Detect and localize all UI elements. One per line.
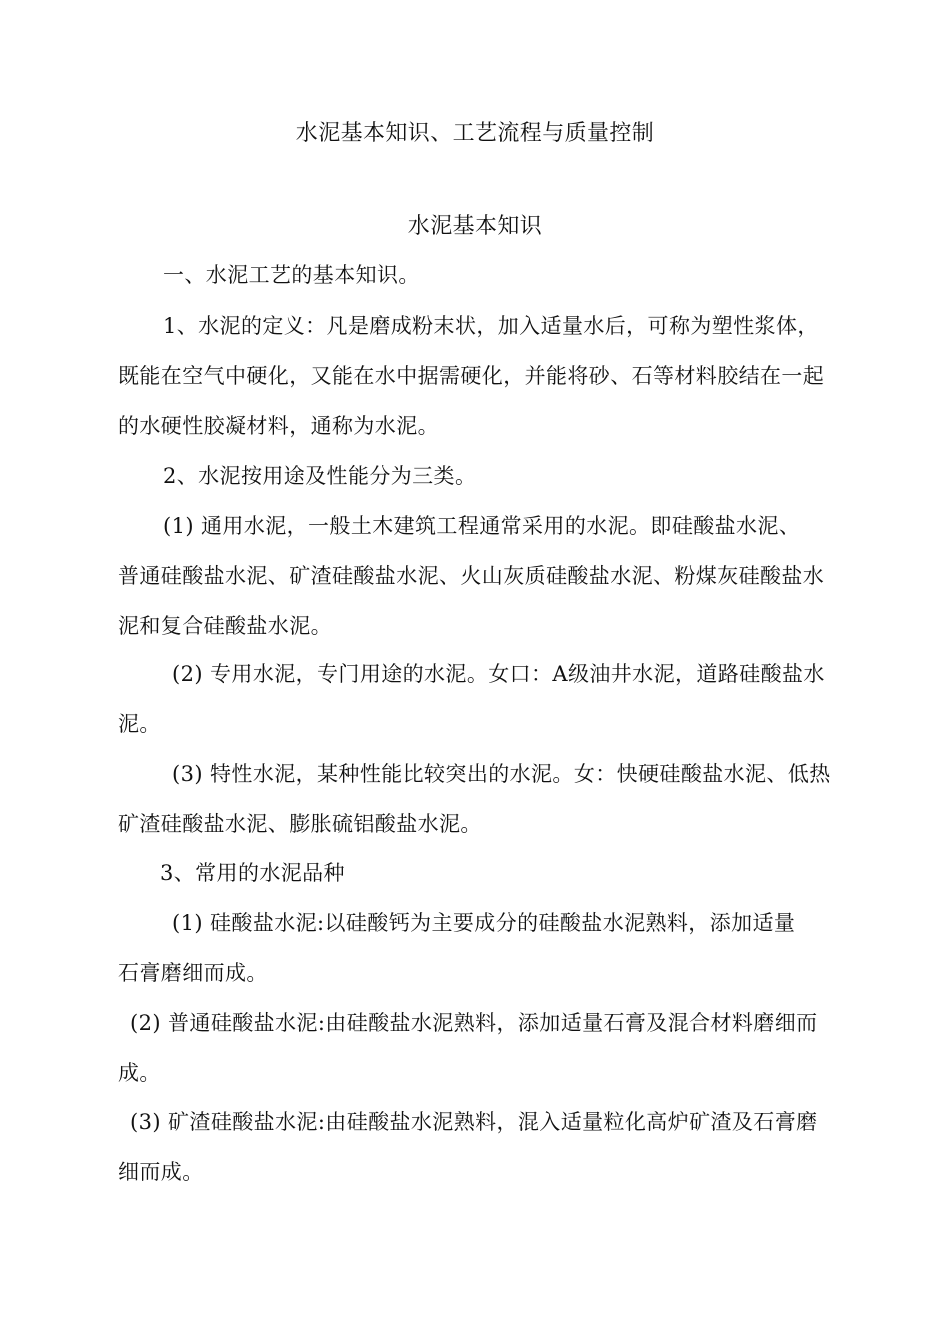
paragraph-line: (3) 矿渣硅酸盐水泥:由硅酸盐水泥熟料，混入适量粒化高炉矿渣及石膏磨 [130,1110,818,1134]
paragraph-line: 3、常用的水泥品种 [160,861,345,885]
paragraph-line: 泥。 [118,712,161,736]
paragraph-line: 成。 [118,1061,161,1085]
paragraph-line: 2、水泥按用途及性能分为三类。 [163,464,477,488]
paragraph-line: 普通硅酸盐水泥、矿渣硅酸盐水泥、火山灰质硅酸盐水泥、粉煤灰硅酸盐水 [118,564,825,588]
paragraph-line: 既能在空气中硬化，又能在水中据需硬化，并能将砂、石等材料胶结在一起 [118,364,825,388]
paragraph-line: 矿渣硅酸盐水泥、膨胀硫铝酸盐水泥。 [118,812,482,836]
document-title: 水泥基本知识、工艺流程与质量控制 [295,121,655,146]
paragraph-line: 1、水泥的定义：凡是磨成粉末状，加入适量水后，可称为塑性浆体， [163,314,819,338]
paragraph-line: (3) 特性水泥，某种性能比较突出的水泥。女：快硬硅酸盐水泥、低热 [172,762,831,786]
heading-basic-knowledge: 一、水泥工艺的基本知识。 [163,263,420,287]
paragraph-line: (2) 专用水泥，专门用途的水泥。女口：A级油井水泥，道路硅酸盐水 [172,662,825,686]
paragraph-line: 泥和复合硅酸盐水泥。 [118,614,332,638]
paragraph-line: 细而成。 [118,1160,204,1184]
paragraph-line: (1) 通用水泥，一般土木建筑工程通常采用的水泥。即硅酸盐水泥、 [163,514,801,538]
paragraph-line: 的水硬性胶凝材料，通称为水泥。 [118,414,439,438]
paragraph-line: (2) 普通硅酸盐水泥:由硅酸盐水泥熟料，添加适量石膏及混合材料磨细而 [130,1011,818,1035]
section-title: 水泥基本知识 [407,214,543,239]
paragraph-line: 石膏磨细而成。 [118,961,268,985]
paragraph-line: (1) 硅酸盐水泥:以硅酸钙为主要成分的硅酸盐水泥熟料，添加适量 [172,911,796,935]
